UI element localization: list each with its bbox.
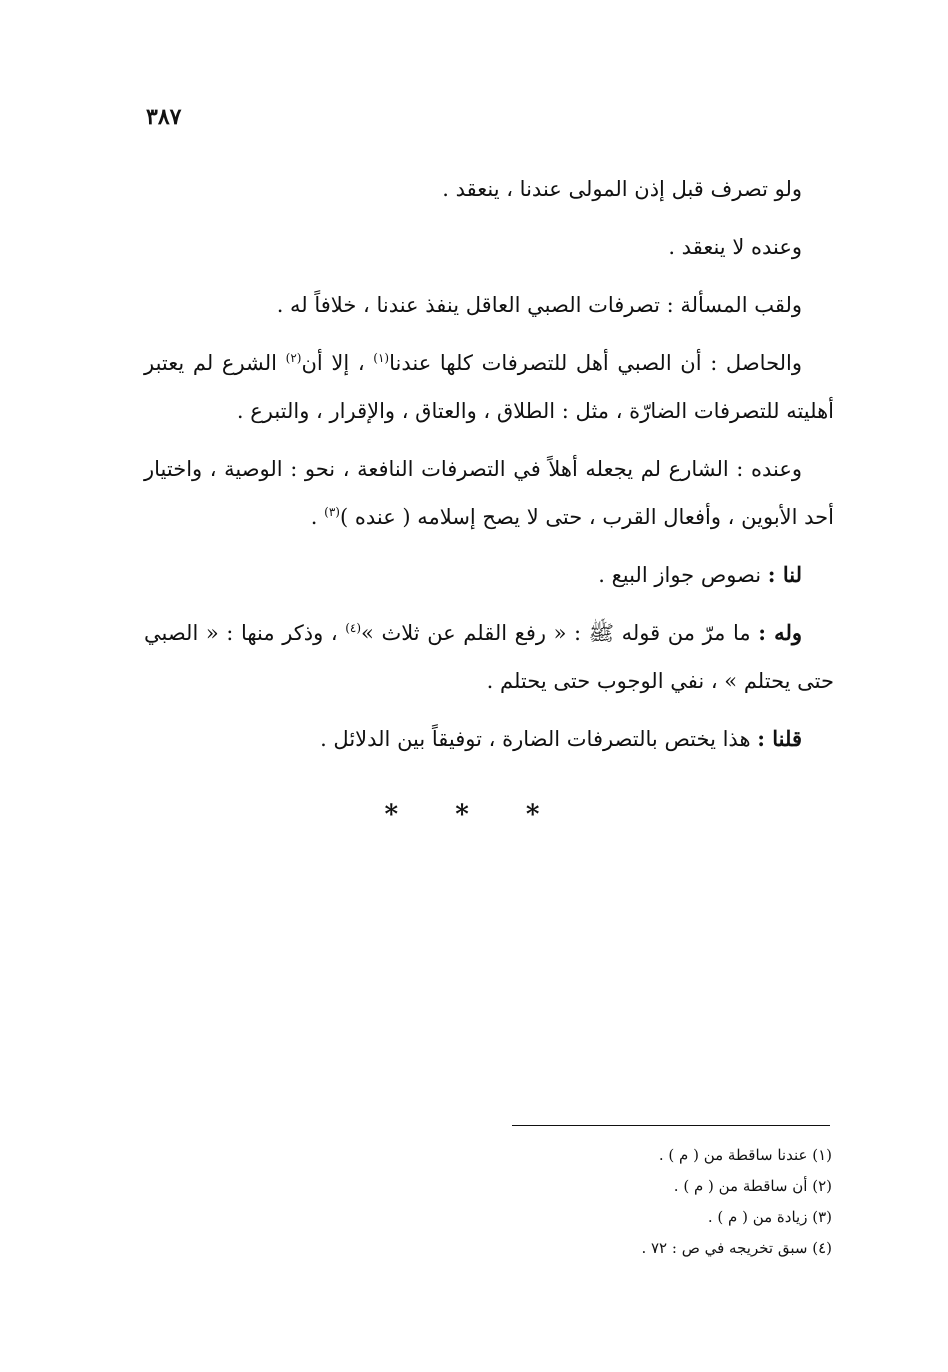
paragraph-4 xyxy=(144,339,834,435)
paragraph-8 xyxy=(144,715,834,763)
footnotes xyxy=(500,1140,832,1264)
paragraph-text: ، وذكر منها : « الصبي حتى يحتلم » ، نفي الوجوب حتى يحتلم . xyxy=(144,621,834,693)
paragraph-7 xyxy=(144,609,834,705)
footnote-marker-4[interactable]: (٤) xyxy=(345,621,362,635)
page-number: ٣٨٧ xyxy=(146,104,182,130)
paragraph-text: وعنده لا ينعقد . xyxy=(668,235,802,259)
paragraph-text: والحاصل : أن الصبي أهل للتصرفات كلها عندنا xyxy=(389,351,802,375)
paragraph-text: ولقب المسألة : تصرفات الصبي العاقل ينفذ عندنا ، خلافاً له . xyxy=(276,293,802,317)
paragraph-text: الشرع لم يعتبر أهليته للتصرفات الضارّة ، مثل : الطلاق ، والعتاق ، والإقرار ، والتبرع . xyxy=(144,351,834,423)
paragraph-2 xyxy=(144,223,834,271)
paragraph-text: ولو تصرف قبل إذن المولى عندنا ، ينعقد . xyxy=(442,177,802,201)
paragraph-3 xyxy=(144,281,834,329)
paragraph-text: وعنده : الشارع لم يجعله أهلاً في التصرفات النافعة ، نحو : الوصية ، واختيار أحد الأبوين ، وأفعال القرب ، حتى لا يصح إسلامه ( عنده ) xyxy=(144,457,834,529)
paragraph-text: ، إلا أن xyxy=(301,351,374,375)
paragraph-6 xyxy=(144,551,834,599)
paragraph-5 xyxy=(144,445,834,541)
paragraph-lead: قلنا : xyxy=(757,726,802,751)
footnote-divider xyxy=(512,1125,830,1126)
main-text xyxy=(144,165,834,773)
paragraph-text: ما مرّ من قوله ﷺ : « رفع القلم عن ثلاث » xyxy=(361,621,759,645)
footnote-marker-2[interactable]: (٢) xyxy=(285,351,302,365)
paragraph-text: . xyxy=(310,505,325,529)
footnote-2: (٢) أن ساقطة من ( م ) . xyxy=(673,1177,832,1195)
paragraph-lead: لنا : xyxy=(767,562,802,587)
paragraph-1 xyxy=(144,165,834,213)
paragraph-lead: وله : xyxy=(758,620,802,645)
footnote-3: (٣) زيادة من ( م ) . xyxy=(707,1208,832,1226)
paragraph-text: نصوص جواز البيع . xyxy=(598,563,768,587)
paragraph-text: هذا يختص بالتصرفات الضارة ، توفيقاً بين الدلائل . xyxy=(320,727,758,751)
footnote-1: (١) عندنا ساقطة من ( م ) . xyxy=(658,1146,832,1164)
footnote-marker-3[interactable]: (٣) xyxy=(324,505,340,519)
section-separator: * * * xyxy=(384,800,564,830)
footnote-marker-1[interactable]: (١) xyxy=(373,351,390,365)
footnote-4: (٤) سبق تخريجه في ص : ٧٢ . xyxy=(641,1239,832,1257)
